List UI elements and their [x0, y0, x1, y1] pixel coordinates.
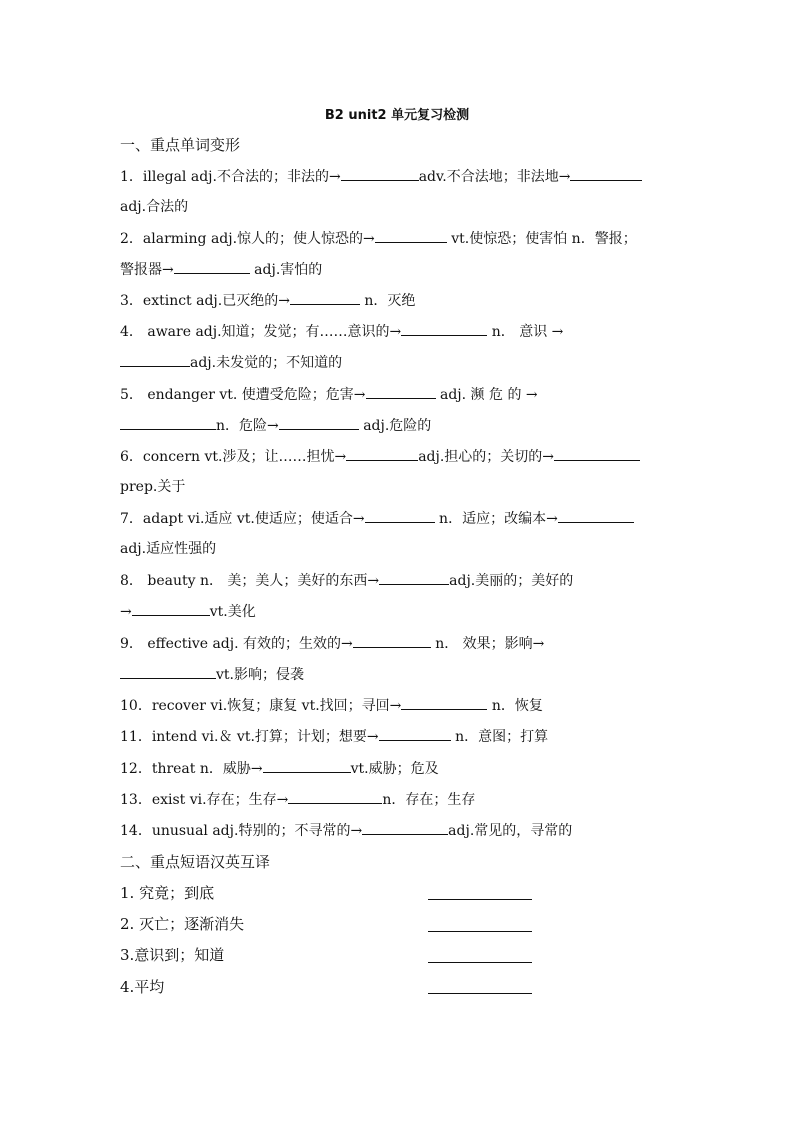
- vocab-item-text: adj.合法的: [120, 199, 189, 215]
- vocab-item-text: vt.影响；侵袭: [216, 667, 304, 683]
- vocab-item-text: 4． aware adj.知道；发觉；有……意识的→: [120, 324, 402, 340]
- vocab-item-1-cont: [120, 197, 674, 217]
- phrase-answer-blank[interactable]: [428, 961, 532, 963]
- answer-blank[interactable]: [362, 820, 448, 835]
- vocab-item-text: 警报器→: [120, 262, 174, 278]
- vocab-item-text: adj.常见的，寻常的: [448, 823, 573, 839]
- answer-blank[interactable]: [401, 321, 487, 336]
- vocab-item-text: prep.关于: [120, 479, 186, 495]
- answer-blank[interactable]: [570, 166, 642, 181]
- vocab-item-text: n．灭绝: [359, 293, 416, 309]
- answer-blank[interactable]: [346, 446, 418, 461]
- vocab-item-text: 7．adapt vi.适应 vt.使适应；使适合→: [120, 511, 365, 527]
- phrase-item-4: 4.平均: [120, 978, 165, 996]
- answer-blank[interactable]: [365, 508, 435, 523]
- vocab-item-text: adj.适应性强的: [120, 541, 217, 557]
- vocab-item-text: 2．alarming adj.惊人的；使人惊恐的→: [120, 231, 375, 247]
- vocab-item-text: 3．extinct adj.已灭绝的→: [120, 293, 290, 309]
- vocab-item-text: n．适应；改编本→: [434, 511, 558, 527]
- answer-blank[interactable]: [290, 290, 360, 305]
- vocab-item-text: 11．intend vi.＆ vt.打算；计划；想要→: [120, 729, 379, 745]
- vocab-item-text: vt.使惊恐；使害怕 n．警报；: [446, 231, 637, 247]
- vocab-item-4-cont: [120, 352, 674, 373]
- vocab-item-text: 12．threat n．威胁→: [120, 761, 263, 777]
- vocab-item-text: adj.美丽的；美好的: [449, 573, 574, 589]
- vocab-item-10: [120, 695, 674, 716]
- vocab-item-6-cont: [120, 477, 674, 497]
- vocab-item-text: 6．concern vt.涉及；让……担忧→: [120, 449, 347, 465]
- vocab-item-8: [120, 570, 674, 591]
- answer-blank[interactable]: [132, 601, 210, 616]
- vocab-item-13: [120, 789, 674, 810]
- vocab-item-text: n．危险→: [216, 418, 279, 434]
- vocab-item-text: adj.担心的；关切的→: [418, 449, 555, 465]
- vocab-item-text: 14．unusual adj.特别的；不寻常的→: [120, 823, 363, 839]
- vocab-item-text: n． 意识 →: [487, 324, 564, 340]
- vocab-item-text: n．恢复: [487, 698, 543, 714]
- vocab-item-text: 8． beauty n． 美；美人；美好的东西→: [120, 573, 380, 589]
- phrase-item-1: 1. 究竟；到底: [120, 884, 215, 902]
- vocab-item-text: 9． effective adj. 有效的；生效的→: [120, 636, 353, 652]
- vocab-item-4: [120, 321, 674, 342]
- answer-blank[interactable]: [379, 570, 449, 585]
- vocab-item-9: [120, 633, 674, 654]
- vocab-item-text: →: [120, 604, 132, 620]
- phrase-answer-blank[interactable]: [428, 930, 532, 932]
- answer-blank[interactable]: [174, 259, 250, 274]
- vocab-item-text: 13．exist vi.存在；生存→: [120, 792, 289, 808]
- page-title: B2 unit2 单元复习检测: [324, 108, 470, 123]
- section-heading-phrases: 二、重点短语汉英互译: [120, 853, 271, 871]
- vocab-item-5-cont: [120, 415, 674, 436]
- vocab-item-text: n．存在；生存: [382, 792, 476, 808]
- answer-blank[interactable]: [288, 789, 382, 804]
- answer-blank[interactable]: [341, 166, 419, 181]
- vocab-item-text: 10．recover vi.恢复；康复 vt.找回；寻回→: [120, 698, 402, 714]
- vocab-item-text: 1．illegal adj.不合法的；非法的→: [120, 169, 341, 185]
- answer-blank[interactable]: [379, 726, 451, 741]
- vocab-item-text: adj.未发觉的；不知道的: [190, 355, 343, 371]
- vocab-item-11: [120, 726, 674, 747]
- vocab-item-text: adj.危险的: [358, 418, 432, 434]
- vocab-item-7: [120, 508, 674, 529]
- vocab-item-text: n． 效果；影响→: [430, 636, 545, 652]
- vocab-item-6: [120, 446, 674, 467]
- answer-blank[interactable]: [120, 352, 190, 367]
- vocab-item-5: [120, 384, 674, 405]
- vocab-item-1: [120, 166, 674, 187]
- phrase-item-3: 3.意识到；知道: [120, 946, 225, 964]
- section-heading-vocabulary: 一、重点单词变形: [120, 136, 241, 154]
- vocab-item-12: [120, 758, 674, 779]
- answer-blank[interactable]: [401, 695, 487, 710]
- vocab-item-text: adj.害怕的: [249, 262, 323, 278]
- vocab-item-7-cont: [120, 539, 674, 559]
- vocab-item-text: adj. 濒 危 的 →: [435, 387, 538, 403]
- answer-blank[interactable]: [554, 446, 640, 461]
- answer-blank[interactable]: [366, 384, 436, 399]
- vocab-item-text: 5． endanger vt. 使遭受危险；危害→: [120, 387, 366, 403]
- vocab-item-text: vt.美化: [209, 604, 256, 620]
- vocab-item-14: [120, 820, 674, 841]
- vocab-item-9-cont: [120, 664, 674, 685]
- answer-blank[interactable]: [279, 415, 359, 430]
- vocab-item-text: adv.不合法地；非法地→: [418, 169, 571, 185]
- phrase-answer-blank[interactable]: [428, 992, 532, 994]
- vocab-item-2-cont: [120, 259, 674, 280]
- answer-blank[interactable]: [120, 415, 216, 430]
- phrase-item-2: 2. 灭亡；逐渐消失: [120, 915, 245, 933]
- answer-blank[interactable]: [558, 508, 634, 523]
- vocab-item-text: vt.威胁；危及: [350, 761, 439, 777]
- answer-blank[interactable]: [353, 633, 431, 648]
- answer-blank[interactable]: [120, 664, 216, 679]
- vocab-item-text: n．意图；打算: [450, 729, 549, 745]
- vocab-item-2: [120, 228, 674, 249]
- answer-blank[interactable]: [375, 228, 447, 243]
- vocab-item-8-cont: [120, 601, 674, 622]
- vocab-item-3: [120, 290, 674, 311]
- phrase-answer-blank[interactable]: [428, 898, 532, 900]
- answer-blank[interactable]: [263, 758, 351, 773]
